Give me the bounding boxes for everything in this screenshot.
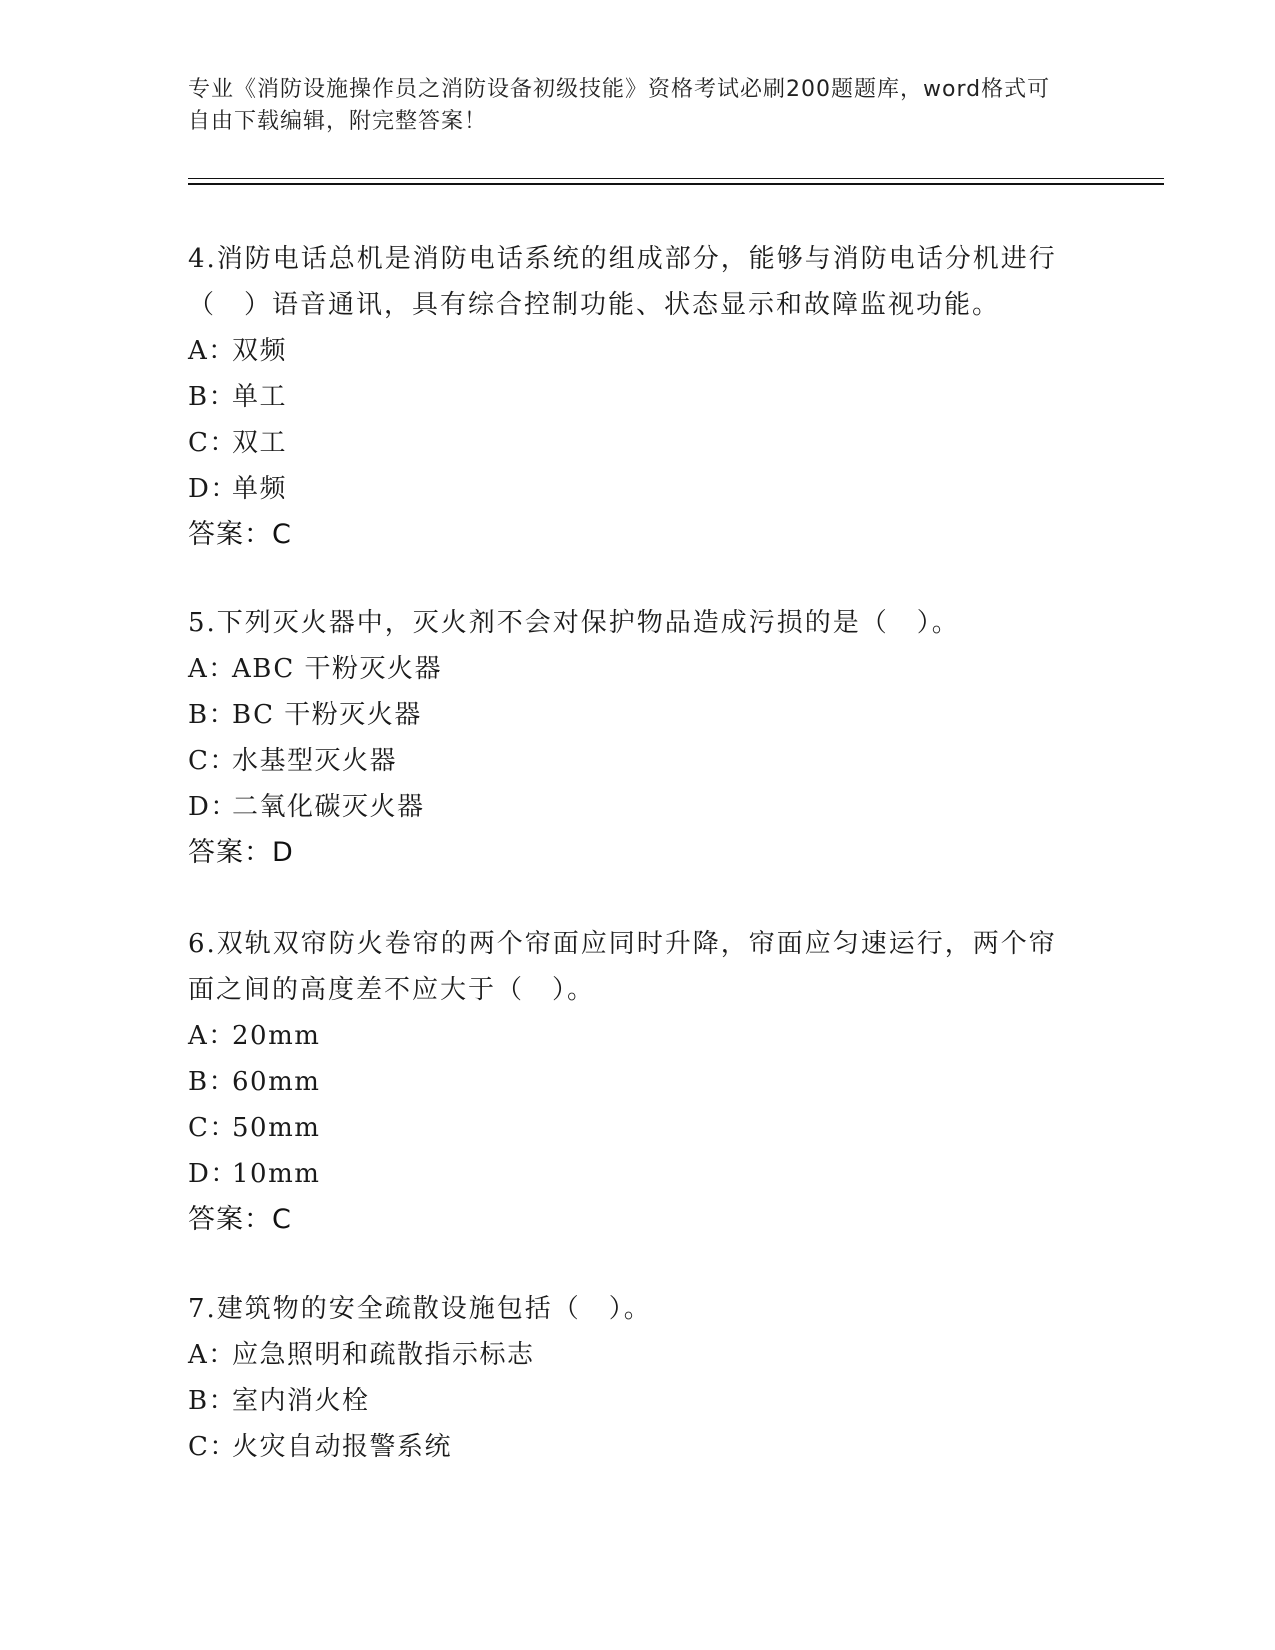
option-key: C： bbox=[188, 1113, 237, 1143]
option-key: D： bbox=[188, 1159, 238, 1189]
question-stem: 5.下列灭火器中，灭火剂不会对保护物品造成污损的是（ ）。 bbox=[188, 608, 960, 638]
option-b bbox=[188, 1059, 1068, 1105]
option-d bbox=[188, 466, 1068, 512]
option-text: 双工 bbox=[232, 428, 288, 458]
option-text: 60mm bbox=[232, 1067, 321, 1097]
option-text: 双频 bbox=[232, 336, 288, 366]
option-key: B： bbox=[188, 1067, 237, 1097]
question-4 bbox=[188, 236, 1068, 558]
option-text: 应急照明和疏散指示标志 bbox=[232, 1340, 535, 1370]
option-text: 50mm bbox=[232, 1113, 321, 1143]
option-c bbox=[188, 738, 1068, 784]
option-key: B： bbox=[188, 1386, 237, 1416]
option-key: C： bbox=[188, 1432, 237, 1462]
option-text: 单工 bbox=[232, 382, 288, 412]
option-a bbox=[188, 1332, 1068, 1378]
question-stem: 7.建筑物的安全疏散设施包括（ ）。 bbox=[188, 1294, 652, 1324]
option-text: 二氧化碳灭火器 bbox=[232, 792, 425, 822]
option-b bbox=[188, 374, 1068, 420]
option-text: ABC 干粉灭火器 bbox=[232, 654, 443, 684]
option-text: 室内消火栓 bbox=[232, 1386, 370, 1416]
header-divider-thin bbox=[188, 178, 1164, 179]
option-text: BC 干粉灭火器 bbox=[232, 700, 422, 730]
option-a bbox=[188, 646, 1068, 692]
option-text: 20mm bbox=[232, 1021, 321, 1051]
option-key: D： bbox=[188, 474, 238, 504]
option-d bbox=[188, 784, 1068, 830]
option-key: B： bbox=[188, 700, 237, 730]
option-key: B： bbox=[188, 382, 237, 412]
option-d bbox=[188, 1151, 1068, 1197]
option-text: 水基型灭火器 bbox=[232, 746, 398, 776]
option-key: C： bbox=[188, 746, 237, 776]
header-text: 专业《消防设施操作员之消防设备初级技能》资格考试必刷200题题库，word格式可自由下载编辑，附完整答案！ bbox=[188, 77, 1051, 134]
option-key: A： bbox=[188, 1021, 236, 1051]
option-key: A： bbox=[188, 654, 236, 684]
question-stem: 4.消防电话总机是消防电话系统的组成部分，能够与消防电话分机进行（ ）语音通讯，具有综合控制功能、状态显示和故障监视功能。 bbox=[188, 244, 1057, 320]
answer: 答案：D bbox=[188, 837, 294, 868]
answer: 答案：C bbox=[188, 1204, 292, 1235]
option-key: A： bbox=[188, 336, 236, 366]
option-a bbox=[188, 328, 1068, 374]
option-text: 10mm bbox=[232, 1159, 321, 1189]
option-key: A： bbox=[188, 1340, 236, 1370]
header-divider-thick bbox=[188, 183, 1164, 185]
answer: 答案：C bbox=[188, 519, 292, 550]
option-c bbox=[188, 1105, 1068, 1151]
document-header bbox=[188, 74, 1068, 138]
option-c bbox=[188, 420, 1068, 466]
option-b bbox=[188, 1378, 1068, 1424]
option-c bbox=[188, 1424, 1068, 1470]
option-key: C： bbox=[188, 428, 237, 458]
question-7 bbox=[188, 1286, 1068, 1470]
question-6 bbox=[188, 921, 1068, 1243]
question-5 bbox=[188, 600, 1068, 876]
option-text: 火灾自动报警系统 bbox=[232, 1432, 453, 1462]
question-stem: 6.双轨双帘防火卷帘的两个帘面应同时升降，帘面应匀速运行，两个帘面之间的高度差不应大于（ ）。 bbox=[188, 929, 1057, 1005]
option-b bbox=[188, 692, 1068, 738]
option-a bbox=[188, 1013, 1068, 1059]
option-key: D： bbox=[188, 792, 238, 822]
option-text: 单频 bbox=[232, 474, 288, 504]
